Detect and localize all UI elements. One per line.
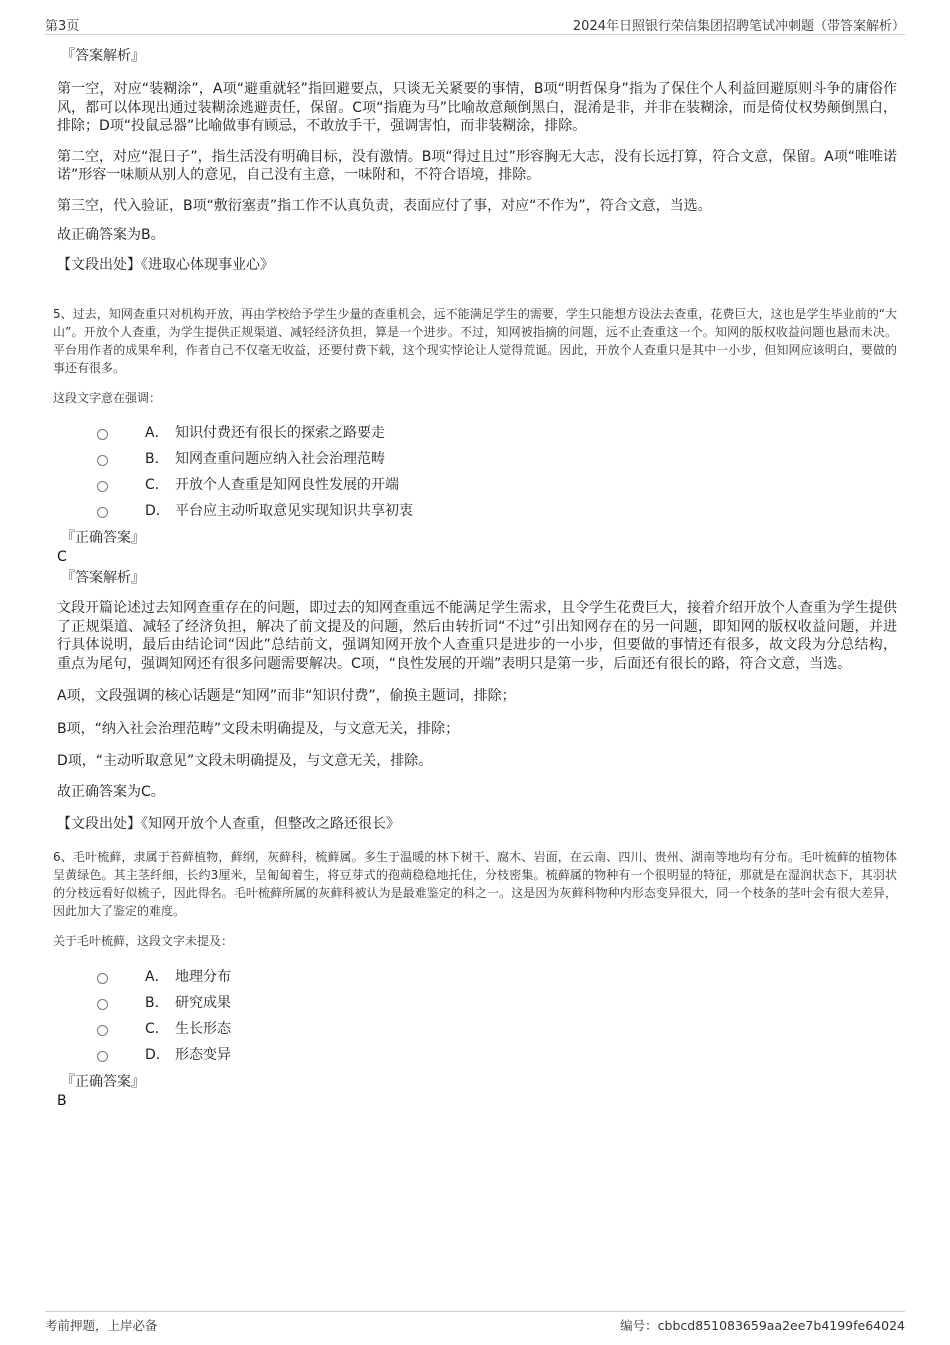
option-a[interactable]: A． 地理分布 bbox=[57, 964, 897, 990]
radio-button[interactable] bbox=[97, 999, 108, 1010]
analysis-paragraph-3: B项，“纳入社会治理范畴”文段未明确提及，与文意无关，排除； bbox=[57, 720, 460, 737]
source-citation: 【文段出处】《进取心体现事业心》 bbox=[57, 257, 274, 273]
analysis-label: 『答案解析』 bbox=[61, 570, 145, 586]
analysis-paragraph-2: A项，文段强调的核心话题是“知网”而非“知识付费”，偷换主题词，排除； bbox=[57, 688, 516, 704]
question-5-options bbox=[57, 420, 897, 524]
question-6-text: 6、毛叶梳藓，隶属于苔藓植物，藓纲，灰藓科，梳藓属。多生于温暖的林下树干、腐木、岩面，在云南、四川、贵州、湖南等地均有分布。毛叶梳藓的植物体呈黄绿色。其主茎纤细，长约3厘米，呈匍匐着生，将豆芽式的孢蒴稳稳地托住，分枝密集。梳藓属的物种有一个很明显的特征，那就是在湿润状态下，其羽状的分枝远看好似梳子，因此得名。毛叶梳藓所属的灰藓科被认为是最难鉴定的科之一。这是因为灰藓科物种内形态变异很大，同一个枝条的茎叶会有很大差异，因此加大了鉴定的难度。 bbox=[53, 849, 897, 918]
correct-answer: B bbox=[57, 1092, 67, 1109]
analysis-paragraph-2: 第二空，对应“混日子”，指生活没有明确目标，没有激情。B项“得过且过”形容胸无大志，没有长远打算，符合文意，保留。A项“唯唯诺诺”形容一味顺从别人的意见，自己没有主意，一味附和，不符合语境，排除。 bbox=[57, 148, 897, 183]
option-c[interactable]: C． 开放个人查重是知网良性发展的开端 bbox=[57, 472, 897, 498]
question-6-options bbox=[57, 964, 897, 1068]
conclusion: 故正确答案为B。 bbox=[57, 227, 165, 243]
page-content bbox=[53, 46, 897, 1110]
conclusion: 故正确答案为C。 bbox=[57, 783, 165, 800]
option-d[interactable]: D． 平台应主动听取意见实现知识共享初衷 bbox=[57, 498, 897, 524]
radio-button[interactable] bbox=[97, 455, 108, 466]
question-5-text: 5、过去，知网查重只对机构开放，再由学校给予学生少量的查重机会，远不能满足学生的需要，学生只能想方设法去查重，花费巨大，这也是学生毕业前的“大山”。开放个人查重，为学生提供正规渠道、减轻经济负担，算是一个进步。不过，知网被指摘的问题，远不止查重这一个。知网的版权收益问题也悬而未决。平台用作者的成果牟利，作者自己不仅毫无收益，还要付费下载，这个现实悖论让人觉得荒诞。因此，开放个人查重只是其中一小步，但知网应该明白，要做的事还有很多。 bbox=[53, 307, 897, 375]
analysis-label: 『答案解析』 bbox=[61, 48, 145, 64]
document-code: 编号：cbbcd851083659aa2ee7b4199fe64024 bbox=[620, 1318, 905, 1333]
correct-answer-label: 『正确答案』 bbox=[61, 530, 145, 546]
document-title: 2024年日照银行荣信集团招聘笔试冲刺题（带答案解析） bbox=[572, 19, 905, 34]
analysis-paragraph-3: 第三空，代入验证，B项“敷衍塞责”指工作不认真负责，表面应付了事，对应“不作为”，符合文意，当选。 bbox=[57, 197, 712, 214]
correct-answer-label: 『正确答案』 bbox=[61, 1073, 145, 1090]
analysis-paragraph-1: 第一空，对应“装糊涂”，A项“避重就轻”指回避要点，只谈无关紧要的事情，B项“明哲保身”指为了保住个人利益回避原则斗争的庸俗作风，都可以体现出通过装糊涂逃避责任，保留。C项“指鹿为马”比喻故意颠倒黑白，混淆是非，并非在装糊涂，而是倚仗权势颠倒黑白，排除；D项“投鼠忌器”比喻做事有顾忌，不敢放手干，强调害怕，而非装糊涂，排除。 bbox=[57, 81, 897, 134]
radio-button[interactable] bbox=[97, 507, 108, 518]
page-footer bbox=[45, 1311, 905, 1334]
option-b[interactable]: B． 研究成果 bbox=[57, 990, 897, 1016]
option-c[interactable]: C． 生长形态 bbox=[57, 1016, 897, 1042]
radio-button[interactable] bbox=[97, 429, 108, 440]
radio-button[interactable] bbox=[97, 973, 108, 984]
correct-answer: C bbox=[57, 549, 67, 565]
radio-button[interactable] bbox=[97, 1051, 108, 1062]
question-6-prompt: 关于毛叶梳藓，这段文字未提及： bbox=[53, 933, 234, 948]
option-b[interactable]: B． 知网查重问题应纳入社会治理范畴 bbox=[57, 446, 897, 472]
radio-button[interactable] bbox=[97, 481, 108, 492]
page-number: 第3页 bbox=[45, 19, 80, 34]
question-5-prompt: 这段文字意在强调： bbox=[53, 391, 162, 405]
analysis-paragraph-1: 文段开篇论述过去知网查重存在的问题，即过去的知网查重远不能满足学生需求，且令学生花费巨大，接着介绍开放个人查重为学生提供了正规渠道、减轻了经济负担，解决了前文提及的问题，然后由转折词“不过”引出知网存在的另一问题，即知网的版权收益问题，并进行具体说明，最后由结论词“因此”总结前文，强调知网开放个人查重只是进步的一小步，但要做的事情还有很多，故文段为分总结构，重点为尾句，强调知网还有很多问题需要解决。C项，“良性发展的开端”表明只是第一步，后面还有很长的路，符合文意，当选。 bbox=[57, 600, 897, 672]
footer-slogan: 考前押题，上岸必备 bbox=[45, 1318, 158, 1333]
page-header bbox=[45, 12, 905, 35]
radio-button[interactable] bbox=[97, 1025, 108, 1036]
option-a[interactable]: A． 知识付费还有很长的探索之路要走 bbox=[57, 420, 897, 446]
analysis-paragraph-4: D项，“主动听取意见”文段未明确提及，与文意无关，排除。 bbox=[57, 753, 433, 769]
source-citation: 【文段出处】《知网开放个人查重，但整改之路还很长》 bbox=[57, 815, 400, 832]
option-d[interactable]: D． 形态变异 bbox=[57, 1042, 897, 1068]
